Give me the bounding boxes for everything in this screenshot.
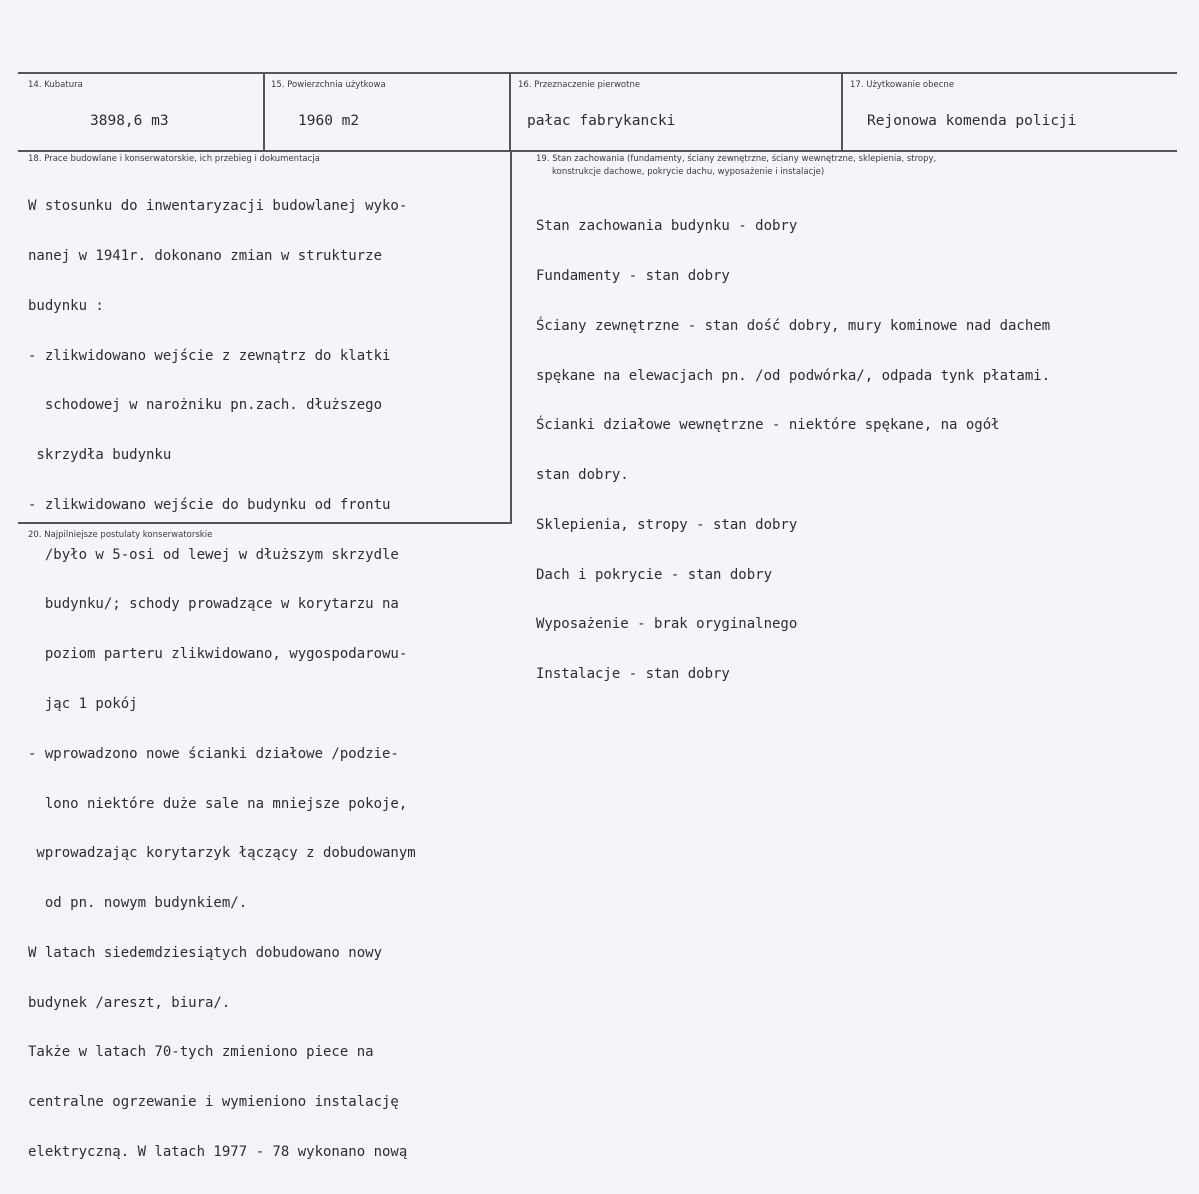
field-18-line: W stosunku do inwentaryzacji budowlanej wyko- xyxy=(28,198,408,215)
field-14-label: 14. Kubatura xyxy=(28,80,83,90)
field-18-line: lono niektóre duże sale na mniejsze pokoje, xyxy=(28,795,408,812)
field-18-line: schodowej w narożniku pn.zach. dłuższego xyxy=(28,397,383,414)
field-18-line: W latach siedemdziesiątych dobudowano nowy xyxy=(28,944,383,961)
field-18-label: 18. Prace budowlane i konserwatorskie, ich przebieg i dokumentacja xyxy=(28,154,320,164)
divider-14-15 xyxy=(263,73,265,151)
field-18-line: nanej w 1941r. dokonano zmian w strukturze xyxy=(28,247,383,264)
field-18-line: - zlikwidowano wejście z zewnątrz do klatki xyxy=(28,347,391,364)
field-18-line: od pn. nowym budynkiem/. xyxy=(28,895,248,912)
field-18-line: wprowadzając korytarzyk łączący z dobudowanym xyxy=(28,845,416,862)
field-20-label: 20. Najpilniejsze postulaty konserwatorskie xyxy=(28,530,213,540)
field-19-text xyxy=(536,185,1050,716)
field-18-line: /było w 5-osi od lewej w dłuższym skrzydle xyxy=(28,546,399,563)
field-19-line: Ściany zewnętrzne - stan dość dobry, mury kominowe nad dachem xyxy=(536,317,1051,334)
field-18-line: - zlikwidowano wejście do budynku od frontu xyxy=(28,496,391,513)
field-18-line: poziom parteru zlikwidowano, wygospodarowu- xyxy=(28,646,408,663)
field-15-label: 15. Powierzchnia użytkowa xyxy=(271,80,386,90)
field-18-line: elektryczną. W latach 1977 - 78 wykonano nową xyxy=(28,1144,408,1161)
field-18-text xyxy=(28,165,416,1194)
field-18-line: jąc 1 pokój xyxy=(28,696,138,712)
field-19-line: Dach i pokrycie - stan dobry xyxy=(536,566,773,583)
field-19-label-line1: 19. Stan zachowania (fundamenty, ściany zewnętrzne, ściany wewnętrzne, sklepienia, stropy, xyxy=(536,154,937,164)
field-19-line: Fundamenty - stan dobry xyxy=(536,267,730,284)
field-18-line: skrzydła budynku xyxy=(28,447,172,464)
field-17-value: Rejonowa komenda policji xyxy=(867,113,1077,129)
field-18-line: centralne ogrzewanie i wymieniono instalację xyxy=(28,1094,399,1111)
divider-15-16 xyxy=(509,73,511,151)
field-19-line: spękane na elewacjach pn. /od podwórka/, odpada tynk płatami. xyxy=(536,367,1051,384)
field-19-line: Ścianki działowe wewnętrzne - niektóre spękane, na ogół xyxy=(536,417,1000,434)
field-19-line: Sklepienia, stropy - stan dobry xyxy=(536,516,798,533)
field-18-line: Także w latach 70-tych zmieniono piece na xyxy=(28,1044,374,1061)
field-15-value: 1960 m2 xyxy=(298,113,360,129)
top-rule xyxy=(18,72,1177,74)
field-19-label-line2: konstrukcje dachowe, pokrycie dachu, wyposażenie i instalacje) xyxy=(552,167,825,177)
field-18-line: - wprowadzono nowe ścianki działowe /podzie- xyxy=(28,745,399,762)
field-19-line: Instalacje - stan dobry xyxy=(536,666,730,683)
field-19-line: stan dobry. xyxy=(536,467,629,484)
divider-16-17 xyxy=(841,73,843,151)
field-16-value: pałac fabrykancki xyxy=(527,113,676,129)
field-18-line: budynku/; schody prowadzące w korytarzu na xyxy=(28,596,399,613)
field-16-label: 16. Przeznaczenie pierwotne xyxy=(518,80,641,90)
field-14-value: 3898,6 m3 xyxy=(90,113,169,129)
field-19-line: Stan zachowania budynku - dobry xyxy=(536,218,798,235)
row1-bottom-rule xyxy=(18,150,1177,152)
field-19-line: Wyposażenie - brak oryginalnego xyxy=(536,616,798,633)
divider-18-19 xyxy=(510,151,512,523)
field-18-line: budynku : xyxy=(28,297,104,314)
field-17-label: 17. Użytkowanie obecne xyxy=(850,80,955,90)
field-18-line: budynek /areszt, biura/. xyxy=(28,994,231,1011)
